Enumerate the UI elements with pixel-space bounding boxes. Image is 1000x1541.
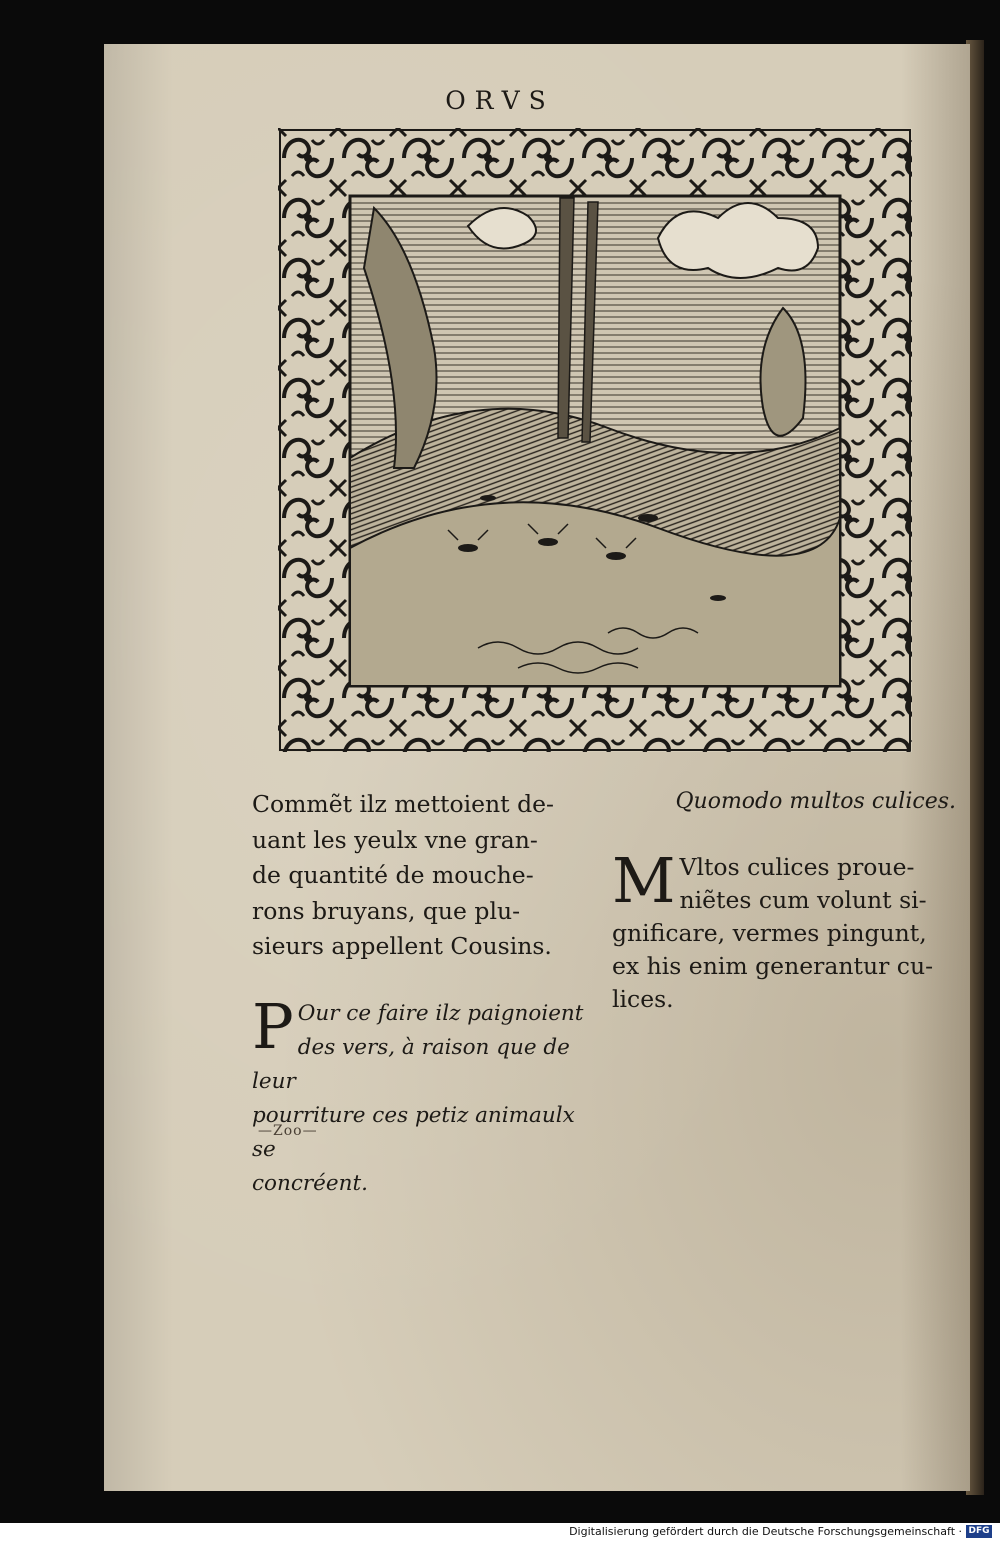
latin-paragraph [612,844,962,1016]
latin-column [612,787,962,1016]
latin-body: Vltos culices proue- niẽtes cum volunt si- gnificare, vermes pingunt, ex his enim generantur cu- lices. [612,853,934,1013]
french-paragraph [252,989,604,1201]
footer-credit: Digitalisierung gefördert durch die Deutsche Forschungsgemeinschaft · [569,1525,962,1538]
drop-cap: P [252,989,294,1063]
french-body: Our ce faire ilz paignoient des vers, à raison que de leur pourriture ces petiz animaulx se concréent. [252,1000,584,1196]
drop-cap: M [612,844,676,917]
page-mark: —Zoo— [258,1123,318,1139]
french-caption: Commẽt ilz mettoient de- uant les yeulx vne gran- de quantité de mouche- rons bruyans, que plu- sieurs appellent Cousins. [252,790,554,960]
running-head: ORVS [445,86,555,115]
woodcut-illustration [278,128,912,752]
dfg-logo: DFG [966,1525,992,1538]
latin-caption: Quomodo multos culices. [675,789,956,814]
